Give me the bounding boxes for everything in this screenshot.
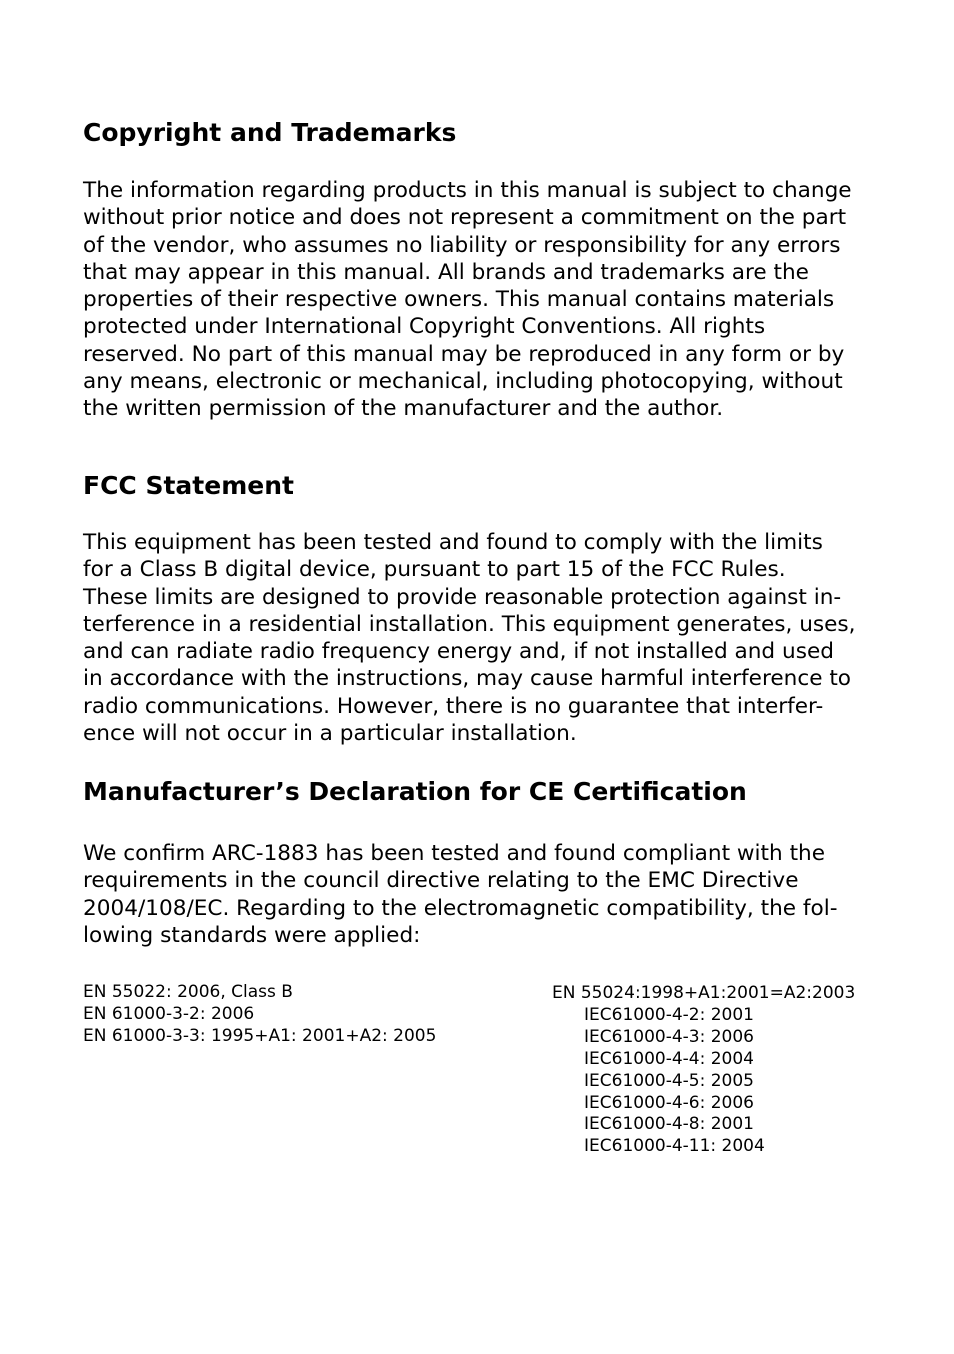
ce-line: lowing standards were applied: [83, 922, 421, 948]
fcc-paragraph [83, 529, 856, 747]
standard-item: IEC61000-4-11: 2004 [584, 1136, 765, 1157]
standard-item: EN 61000-3-3: 1995+A1: 2001+A2: 2005 [83, 1025, 437, 1046]
fcc-line: radio communications. However, there is no guarantee that interfer- [83, 693, 824, 719]
standards-list-left [83, 982, 436, 1048]
fcc-line: ence will not occur in a particular installation. [83, 721, 577, 747]
copyright-line: reserved. No part of this manual may be reproduced in any form or by [83, 341, 845, 367]
copyright-line: without prior notice and does not represent a commitment on the part [83, 205, 847, 231]
fcc-line: These limits are designed to provide reasonable protection against in- [83, 584, 842, 610]
standard-group-heading: EN 55024:1998+A1:2001=A2:2003 [552, 983, 856, 1003]
copyright-paragraph [83, 177, 852, 423]
fcc-line: for a Class B digital device, pursuant to part 15 of the FCC Rules. [83, 557, 786, 583]
ce-line: 2004/108/EC. Regarding to the electromagnetic compatibility, the fol- [83, 895, 838, 921]
standard-item: IEC61000-4-6: 2006 [584, 1092, 754, 1113]
fcc-line: in accordance with the instructions, may cause harmful interference to [83, 666, 852, 692]
fcc-heading: FCC Statement [83, 471, 294, 500]
ce-heading: Manufacturer’s Declaration for CE Certification [83, 777, 747, 806]
standard-item: IEC61000-4-5: 2005 [584, 1070, 754, 1091]
ce-paragraph [83, 840, 838, 949]
copyright-line: that may appear in this manual. All brands and trademarks are the [83, 259, 809, 285]
ce-line: requirements in the council directive relating to the EMC Directive [83, 868, 799, 894]
copyright-line: of the vendor, who assumes no liability or responsibility for any errors [83, 232, 841, 258]
standard-item: IEC61000-4-8: 2001 [584, 1114, 754, 1135]
ce-line: We confirm ARC-1883 has been tested and found compliant with the [83, 841, 826, 866]
standards-list-right [552, 983, 855, 1158]
standard-item: EN 61000-3-2: 2006 [83, 1003, 255, 1024]
standard-item: IEC61000-4-2: 2001 [584, 1004, 754, 1025]
standard-item: IEC61000-4-4: 2004 [584, 1048, 754, 1069]
copyright-line: the written permission of the manufacturer and the author. [83, 396, 724, 422]
fcc-line: terference in a residential installation. This equipment generates, uses, [83, 611, 856, 637]
copyright-line: The information regarding products in this manual is subject to change [83, 178, 852, 203]
copyright-line: any means, electronic or mechanical, including photocopying, without [83, 369, 843, 395]
copyright-line: properties of their respective owners. This manual contains materials [83, 287, 835, 313]
standard-item: IEC61000-4-3: 2006 [584, 1026, 754, 1047]
copyright-heading: Copyright and Trademarks [83, 118, 457, 147]
standard-item: EN 55022: 2006, Class B [83, 982, 293, 1002]
fcc-line: This equipment has been tested and found to comply with the limits [83, 530, 823, 555]
copyright-line: protected under International Copyright Conventions. All rights [83, 314, 766, 340]
fcc-line: and can radiate radio frequency energy and, if not installed and used [83, 639, 834, 665]
